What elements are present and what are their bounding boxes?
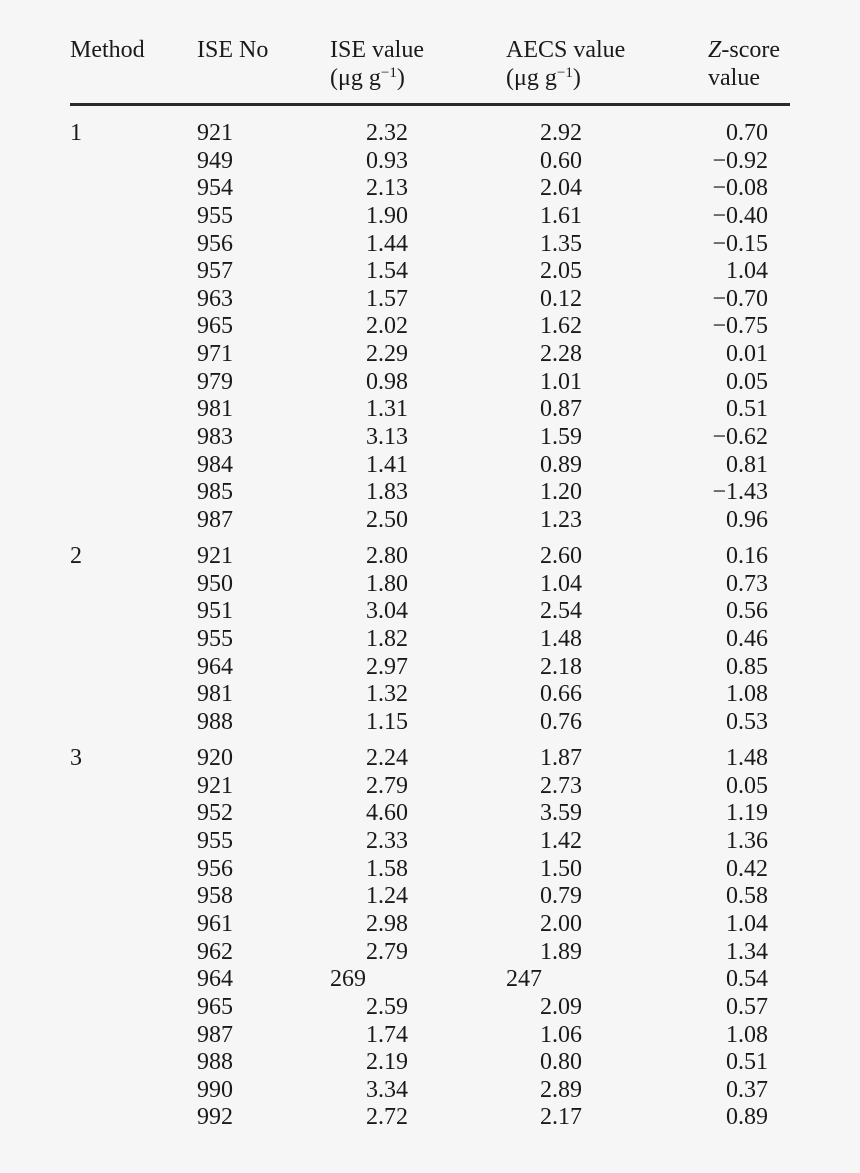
z-score-cell: −0.75 <box>712 313 768 340</box>
aecs-value-cell: 1.04 <box>540 570 582 597</box>
ise-value-cell: 1.82 <box>366 626 408 653</box>
ise-no-cell: 979 <box>197 368 233 395</box>
ise-no-cell: 988 <box>197 708 233 735</box>
z-score-cell: 0.42 <box>726 855 768 882</box>
ise-value-cell: 2.02 <box>366 313 408 340</box>
header-z-rest: -score <box>721 37 780 63</box>
ise-value-cell: 3.04 <box>366 598 408 625</box>
ise-no-cell: 962 <box>197 938 233 965</box>
aecs-value-cell: 1.59 <box>540 424 582 451</box>
table-row <box>70 230 790 258</box>
ise-value-cell: 1.58 <box>366 855 408 882</box>
ise-no-cell: 921 <box>197 543 233 570</box>
aecs-value-cell: 2.28 <box>540 341 582 368</box>
aecs-value-cell: 247 <box>506 966 542 993</box>
z-score-cell: 1.19 <box>726 800 768 827</box>
ise-value-cell: 1.15 <box>366 708 408 735</box>
header-aecs-value-unit-exp: −1 <box>556 65 573 81</box>
z-score-cell: −0.92 <box>712 147 768 174</box>
ise-value-cell: 2.19 <box>366 1049 408 1076</box>
ise-value-cell: 3.13 <box>366 424 408 451</box>
ise-no-cell: 963 <box>197 285 233 312</box>
table-row <box>70 827 790 855</box>
table-row <box>70 882 790 910</box>
ise-value-cell: 269 <box>330 966 366 993</box>
table-row <box>70 910 790 938</box>
aecs-value-cell: 2.05 <box>540 258 582 285</box>
ise-no-cell: 950 <box>197 570 233 597</box>
aecs-value-cell: 2.18 <box>540 653 582 680</box>
aecs-value-cell: 2.60 <box>540 543 582 570</box>
ise-no-cell: 957 <box>197 258 233 285</box>
aecs-value-cell: 3.59 <box>540 800 582 827</box>
ise-no-cell: 954 <box>197 175 233 202</box>
aecs-value-cell: 2.54 <box>540 598 582 625</box>
ise-no-cell: 956 <box>197 230 233 257</box>
table-row <box>70 395 790 423</box>
ise-no-cell: 992 <box>197 1104 233 1131</box>
aecs-value-cell: 2.17 <box>540 1104 582 1131</box>
ise-no-cell: 955 <box>197 626 233 653</box>
header-aecs-value <box>506 36 625 92</box>
header-z-score-line1 <box>708 36 780 64</box>
table-row <box>70 855 790 883</box>
z-score-cell: 0.96 <box>726 506 768 533</box>
ise-value-cell: 4.60 <box>366 800 408 827</box>
ise-no-cell: 955 <box>197 828 233 855</box>
ise-no-cell: 961 <box>197 910 233 937</box>
aecs-value-cell: 1.61 <box>540 202 582 229</box>
table-row <box>70 119 790 147</box>
header-ise-value-unit: (μg g <box>330 65 381 91</box>
ise-no-cell: 987 <box>197 1021 233 1048</box>
aecs-value-cell: 0.80 <box>540 1049 582 1076</box>
method-group <box>70 119 790 534</box>
aecs-value-cell: 2.73 <box>540 772 582 799</box>
z-score-cell: 1.08 <box>726 1021 768 1048</box>
ise-value-cell: 2.50 <box>366 506 408 533</box>
ise-value-cell: 1.32 <box>366 681 408 708</box>
aecs-value-cell: 1.06 <box>540 1021 582 1048</box>
z-score-cell: 1.04 <box>726 258 768 285</box>
header-ise-value-unit-exp: −1 <box>380 65 397 81</box>
table-row <box>70 368 790 396</box>
header-z-score <box>708 36 780 92</box>
aecs-value-cell: 1.42 <box>540 828 582 855</box>
z-score-cell: 0.16 <box>726 543 768 570</box>
table-row <box>70 285 790 313</box>
header-method-label: Method <box>70 37 145 63</box>
table-row <box>70 570 790 598</box>
z-score-cell: −0.70 <box>712 285 768 312</box>
header-aecs-value-line2 <box>506 64 625 92</box>
ise-value-cell: 1.57 <box>366 285 408 312</box>
ise-no-cell: 984 <box>197 451 233 478</box>
z-score-cell: 0.56 <box>726 598 768 625</box>
z-score-cell: 0.57 <box>726 993 768 1020</box>
table-row <box>70 174 790 202</box>
z-score-cell: 0.54 <box>726 966 768 993</box>
ise-value-cell: 2.24 <box>366 745 408 772</box>
header-ise-value-line2 <box>330 64 424 92</box>
z-score-cell: 0.73 <box>726 570 768 597</box>
ise-value-cell: 0.98 <box>366 368 408 395</box>
ise-value-cell: 1.74 <box>366 1021 408 1048</box>
z-score-cell: 1.08 <box>726 681 768 708</box>
method-group <box>70 744 790 1131</box>
table-row <box>70 1103 790 1131</box>
z-score-cell: 0.46 <box>726 626 768 653</box>
method-cell: 2 <box>70 543 82 570</box>
table-row <box>70 625 790 653</box>
aecs-value-cell: 2.92 <box>540 120 582 146</box>
ise-no-cell: 964 <box>197 653 233 680</box>
table-row <box>70 1021 790 1049</box>
aecs-value-cell: 0.89 <box>540 451 582 478</box>
ise-value-cell: 2.72 <box>366 1104 408 1131</box>
ise-no-cell: 951 <box>197 598 233 625</box>
ise-no-cell: 955 <box>197 202 233 229</box>
ise-no-cell: 958 <box>197 883 233 910</box>
ise-no-cell: 920 <box>197 745 233 772</box>
method-cell: 1 <box>70 120 82 146</box>
table-row <box>70 147 790 175</box>
ise-value-cell: 0.93 <box>366 147 408 174</box>
header-rule <box>70 103 790 106</box>
table-row <box>70 799 790 827</box>
aecs-value-cell: 2.09 <box>540 993 582 1020</box>
table-row <box>70 340 790 368</box>
aecs-value-cell: 1.62 <box>540 313 582 340</box>
method-group <box>70 542 790 735</box>
header-ise-value-line1: ISE value <box>330 37 424 63</box>
ise-value-cell: 1.83 <box>366 479 408 506</box>
header-aecs-value-unit: (μg g <box>506 65 557 91</box>
z-score-cell: 0.53 <box>726 708 768 735</box>
method-cell: 3 <box>70 745 82 772</box>
aecs-value-cell: 0.12 <box>540 285 582 312</box>
ise-value-cell: 1.24 <box>366 883 408 910</box>
table-row <box>70 965 790 993</box>
table-header <box>70 36 790 106</box>
table-row <box>70 506 790 534</box>
header-z-score-line2: value <box>708 65 760 91</box>
ise-no-cell: 965 <box>197 313 233 340</box>
header-ise-no <box>197 36 268 64</box>
aecs-value-cell: 2.89 <box>540 1076 582 1103</box>
table-row <box>70 451 790 479</box>
z-score-cell: 1.34 <box>726 938 768 965</box>
z-score-cell: 0.37 <box>726 1076 768 1103</box>
ise-value-cell: 1.90 <box>366 202 408 229</box>
table-row <box>70 772 790 800</box>
ise-no-cell: 952 <box>197 800 233 827</box>
ise-no-cell: 921 <box>197 120 233 146</box>
ise-no-cell: 983 <box>197 424 233 451</box>
z-score-cell: 0.05 <box>726 368 768 395</box>
aecs-value-cell: 1.89 <box>540 938 582 965</box>
ise-no-cell: 981 <box>197 396 233 423</box>
ise-no-cell: 965 <box>197 993 233 1020</box>
z-score-cell: −0.40 <box>712 202 768 229</box>
ise-value-cell: 2.29 <box>366 341 408 368</box>
ise-no-cell: 981 <box>197 681 233 708</box>
z-score-cell: 0.81 <box>726 451 768 478</box>
table-row <box>70 938 790 966</box>
table-row <box>70 597 790 625</box>
z-score-cell: 0.51 <box>726 1049 768 1076</box>
ise-no-cell: 949 <box>197 147 233 174</box>
ise-no-cell: 971 <box>197 341 233 368</box>
table-row <box>70 423 790 451</box>
ise-value-cell: 2.59 <box>366 993 408 1020</box>
ise-no-cell: 985 <box>197 479 233 506</box>
ise-no-cell: 956 <box>197 855 233 882</box>
ise-value-cell: 2.79 <box>366 938 408 965</box>
z-score-cell: −0.62 <box>712 424 768 451</box>
aecs-value-cell: 1.48 <box>540 626 582 653</box>
ise-no-cell: 988 <box>197 1049 233 1076</box>
aecs-value-cell: 2.04 <box>540 175 582 202</box>
aecs-value-cell: 0.60 <box>540 147 582 174</box>
aecs-value-cell: 1.23 <box>540 506 582 533</box>
header-method <box>70 36 145 64</box>
z-score-cell: 1.36 <box>726 828 768 855</box>
table-row <box>70 993 790 1021</box>
z-score-cell: −0.15 <box>712 230 768 257</box>
table-row <box>70 202 790 230</box>
header-z-letter: Z <box>708 37 722 63</box>
z-score-cell: 0.01 <box>726 341 768 368</box>
z-score-cell: 0.70 <box>726 120 768 146</box>
ise-value-cell: 2.32 <box>366 120 408 146</box>
ise-value-cell: 2.80 <box>366 543 408 570</box>
table-row <box>70 257 790 285</box>
header-aecs-value-line1: AECS value <box>506 37 626 63</box>
header-ise-value-unit-close: ) <box>396 65 405 91</box>
ise-value-cell: 2.79 <box>366 772 408 799</box>
ise-value-cell: 2.33 <box>366 828 408 855</box>
ise-value-cell: 2.98 <box>366 910 408 937</box>
z-score-cell: 0.85 <box>726 653 768 680</box>
z-score-cell: 1.04 <box>726 910 768 937</box>
table-body <box>70 119 790 1131</box>
aecs-value-cell: 1.50 <box>540 855 582 882</box>
ise-value-cell: 1.41 <box>366 451 408 478</box>
ise-value-cell: 1.54 <box>366 258 408 285</box>
ise-value-cell: 1.80 <box>366 570 408 597</box>
header-ise-no-label: ISE No <box>197 37 269 63</box>
aecs-value-cell: 2.00 <box>540 910 582 937</box>
ise-value-cell: 3.34 <box>366 1076 408 1103</box>
aecs-value-cell: 0.79 <box>540 883 582 910</box>
aecs-value-cell: 0.87 <box>540 396 582 423</box>
aecs-value-cell: 1.35 <box>540 230 582 257</box>
header-ise-value <box>330 36 424 92</box>
ise-value-cell: 1.44 <box>366 230 408 257</box>
z-score-cell: 0.89 <box>726 1104 768 1131</box>
table-row <box>70 680 790 708</box>
ise-value-cell: 1.31 <box>366 396 408 423</box>
ise-value-cell: 2.97 <box>366 653 408 680</box>
table-row <box>70 312 790 340</box>
table-row <box>70 542 790 570</box>
z-score-cell: 0.58 <box>726 883 768 910</box>
ise-no-cell: 964 <box>197 966 233 993</box>
table-row <box>70 744 790 772</box>
table-row <box>70 478 790 506</box>
aecs-value-cell: 0.66 <box>540 681 582 708</box>
ise-no-cell: 921 <box>197 772 233 799</box>
z-score-cell: 1.48 <box>726 745 768 772</box>
aecs-value-cell: 1.87 <box>540 745 582 772</box>
header-row <box>70 36 790 106</box>
z-score-cell: 0.51 <box>726 396 768 423</box>
z-score-cell: −1.43 <box>712 479 768 506</box>
ise-value-cell: 2.13 <box>366 175 408 202</box>
table-row <box>70 708 790 736</box>
table-row <box>70 1076 790 1104</box>
z-score-cell: −0.08 <box>712 175 768 202</box>
aecs-value-cell: 0.76 <box>540 708 582 735</box>
ise-no-cell: 987 <box>197 506 233 533</box>
z-score-cell: 0.05 <box>726 772 768 799</box>
aecs-value-cell: 1.01 <box>540 368 582 395</box>
table-row <box>70 1048 790 1076</box>
table-row <box>70 653 790 681</box>
header-aecs-value-unit-close: ) <box>572 65 581 91</box>
aecs-value-cell: 1.20 <box>540 479 582 506</box>
ise-no-cell: 990 <box>197 1076 233 1103</box>
